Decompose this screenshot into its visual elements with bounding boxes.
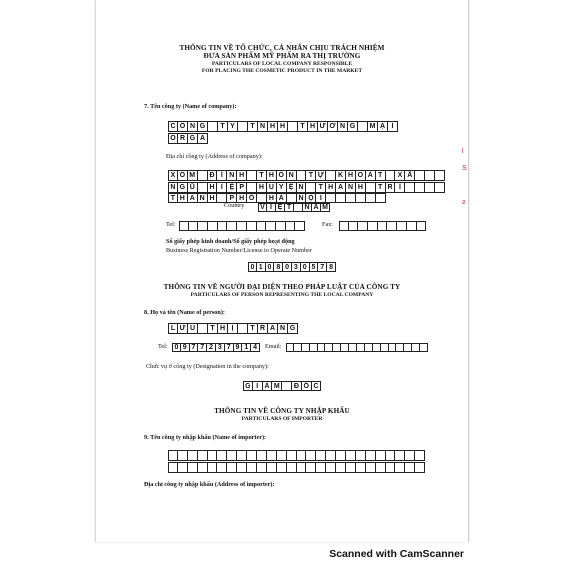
char-cell [387,221,397,231]
char-cell: 9 [234,343,243,352]
char-cell [397,221,407,231]
char-cell: M [368,121,378,132]
char-cell: 5 [310,262,319,272]
char-cell: Á [366,170,376,181]
fax-label: Fax: [322,221,334,228]
char-cell [358,121,368,132]
char-cell: 9 [181,343,190,352]
char-cell [336,450,346,461]
char-cell [341,343,349,352]
char-cell: 0 [283,262,292,272]
char-cell [277,462,287,473]
rep-tel-label: Tel: [158,343,168,350]
char-cell [357,343,365,352]
char-cell [287,193,297,203]
char-cell [316,450,326,461]
char-cell [306,462,316,473]
char-cell: H [267,193,277,203]
char-cell: I [217,182,227,193]
char-cell [208,121,218,132]
company-name-row2 [168,133,208,144]
char-cell [396,343,404,352]
char-cell [336,462,346,473]
char-cell [198,462,208,473]
char-cell: Ộ [306,193,316,203]
document-page [95,0,469,542]
char-cell: Đ [208,170,218,181]
char-cell: T [257,170,267,181]
char-cell: N [188,121,198,132]
char-cell [346,450,356,461]
char-cell: H [267,170,277,181]
char-cell: H [237,193,247,203]
char-cell: H [278,121,288,132]
char-cell [297,462,307,473]
char-cell [326,450,336,461]
license-number-field [248,262,336,272]
designation-label: Chức vụ ở công ty (Designation in the company): [146,363,269,370]
char-cell [247,450,257,461]
char-cell [306,450,316,461]
char-cell [415,182,425,193]
importer-name-row1 [168,450,425,461]
char-cell: U [188,323,198,334]
license-label-vn: Số giấy phép kinh doanh/Số giấy phép hoạt động [166,238,295,245]
char-cell: 0 [301,262,310,272]
rep-email-field [286,343,428,352]
char-cell [295,221,305,231]
char-cell [346,193,356,203]
char-cell: N [287,170,297,181]
company-fax-field [339,221,426,231]
char-cell: A [188,193,198,203]
char-cell [286,221,296,231]
char-cell: 8 [274,262,283,272]
char-cell: A [312,203,321,212]
char-cell: R [258,323,268,334]
char-cell [417,221,427,231]
char-cell: 7 [318,262,327,272]
char-cell: Ạ [378,121,388,132]
char-cell [257,462,267,473]
char-cell: H [208,182,218,193]
char-cell: T [316,182,326,193]
char-cell: T [298,121,308,132]
char-cell [376,462,386,473]
char-cell [208,450,218,461]
char-cell: 3 [216,343,225,352]
char-cell [188,462,198,473]
char-cell [188,450,198,461]
char-cell [405,462,415,473]
char-cell [339,221,349,231]
camscanner-watermark: Scanned with CamScanner [329,548,464,560]
char-cell [386,450,396,461]
char-cell [238,323,248,334]
char-cell: 1 [257,262,266,272]
company-address-label: Địa chỉ công ty (Address of company): [166,153,263,160]
rep-name-label: 8. Họ và tên (Name of person): [144,309,225,316]
char-cell: Đ [292,381,302,391]
char-cell [389,343,397,352]
char-cell: G [188,133,198,144]
char-cell: H [326,182,336,193]
char-cell: 3 [292,262,301,272]
char-cell [217,450,227,461]
tel-label: Tel: [166,221,176,228]
char-cell [415,170,425,181]
importer-title-vn: THÔNG TIN VỀ CÔNG TY NHẬP KHẨU [214,407,350,415]
char-cell: G [348,121,358,132]
char-cell [326,193,336,203]
char-cell [405,450,415,461]
title-en-line2: FOR PLACING THE COSMETIC PRODUCT IN THE MARKET [201,68,363,74]
char-cell: P [237,182,247,193]
char-cell [257,193,267,203]
char-cell: X [168,170,178,181]
char-cell [405,182,415,193]
char-cell: T [168,193,178,203]
char-cell: H [346,170,356,181]
title-vn-line1: THÔNG TIN VỀ TỔ CHỨC, CÁ NHÂN CHỊU TRÁCH NHIỆM [179,44,385,52]
char-cell: Ị [228,323,238,334]
char-cell: Ã [405,170,415,181]
char-cell [412,343,420,352]
char-cell [266,221,276,231]
stamp-mark-1: Ɩ [462,148,464,155]
importer-title-en: PARTICULARS OF IMPORTER [241,416,323,422]
char-cell [366,193,376,203]
char-cell [178,450,188,461]
char-cell: N [346,182,356,193]
char-cell [415,450,425,461]
char-cell: 0 [266,262,275,272]
char-cell: R [386,182,396,193]
char-cell [288,121,298,132]
char-cell: H [237,170,247,181]
char-cell [420,343,428,352]
char-cell: N [198,193,208,203]
char-cell [218,221,228,231]
char-cell: G [178,182,188,193]
char-cell [257,221,267,231]
char-cell [366,462,376,473]
char-cell [310,343,318,352]
char-cell: M [188,170,198,181]
char-cell: A [268,323,278,334]
char-cell [276,221,286,231]
char-cell [376,450,386,461]
char-cell [198,323,208,334]
char-cell [386,170,396,181]
char-cell [282,381,292,391]
char-cell: T [376,170,386,181]
char-cell: T [248,121,258,132]
char-cell: N [303,203,312,212]
char-cell [238,121,248,132]
char-cell: H [268,121,278,132]
char-cell [294,343,302,352]
company-address-row3 [168,193,386,203]
char-cell [227,462,237,473]
char-cell: L [168,323,178,334]
char-cell: Ũ [188,182,198,193]
char-cell [326,170,336,181]
char-cell [198,221,208,231]
char-cell [237,462,247,473]
char-cell: M [321,203,330,212]
char-cell: Y [228,121,238,132]
char-cell: 7 [225,343,234,352]
char-cell [189,221,199,231]
char-cell [435,170,445,181]
char-cell [267,450,277,461]
char-cell [287,450,297,461]
char-cell: I [253,381,263,391]
char-cell [297,170,307,181]
char-cell [356,462,366,473]
char-cell [395,462,405,473]
char-cell [366,450,376,461]
char-cell [368,221,378,231]
char-cell [356,450,366,461]
char-cell: O [168,133,178,144]
char-cell: Ì [395,182,405,193]
rep-email-label: Email: [265,343,282,350]
char-cell: Ệ [287,182,297,193]
company-tel-field [179,221,305,231]
char-cell: Ơ [328,121,338,132]
char-cell [198,182,208,193]
char-cell [378,221,388,231]
char-cell: Ô [277,170,287,181]
char-cell: Ư [178,323,188,334]
char-cell [247,221,257,231]
char-cell: 8 [327,262,336,272]
char-cell [168,462,178,473]
char-cell: V [258,203,267,212]
char-cell [302,343,310,352]
company-name-row1 [168,121,398,132]
char-cell: G [288,323,298,334]
char-cell: R [178,133,188,144]
char-cell [425,170,435,181]
char-cell: H [308,121,318,132]
char-cell: N [258,121,268,132]
char-cell: N [278,323,288,334]
char-cell: C [168,121,178,132]
char-cell [168,450,178,461]
rep-title-en: PARTICULARS OF PERSON REPRESENTING THE LOCAL COMPANY [190,292,374,298]
importer-name-row2 [168,462,425,473]
char-cell: Ệ [227,182,237,193]
char-cell: G [198,121,208,132]
char-cell: H [178,193,188,203]
char-cell: 0 [172,343,181,352]
char-cell: T [218,121,228,132]
char-cell: C [312,381,322,391]
char-cell: N [297,193,307,203]
char-cell [257,450,267,461]
importer-address-label: Địa chỉ công ty nhập khẩu (Address of importer): [144,481,275,488]
char-cell: Ô [178,121,188,132]
char-cell [318,343,326,352]
char-cell: T [208,323,218,334]
char-cell: H [218,323,228,334]
char-cell [208,221,218,231]
char-cell [247,170,257,181]
char-cell: 4 [251,343,260,352]
char-cell: Ì [217,170,227,181]
char-cell: N [227,170,237,181]
char-cell: N [338,121,348,132]
char-cell: A [336,182,346,193]
char-cell: Ư [318,121,328,132]
char-cell: K [336,170,346,181]
char-cell: N [168,182,178,193]
char-cell [237,221,247,231]
company-address-row1 [168,170,445,181]
char-cell [356,193,366,203]
char-cell: O [356,170,366,181]
char-cell [435,182,445,193]
rep-title-vn: THÔNG TIN VỀ NGƯỜI ĐẠI DIỆN THEO PHÁP LUẬT CỦA CÔNG TY [163,283,401,291]
char-cell [306,182,316,193]
char-cell [247,182,257,193]
char-cell [178,462,188,473]
stamp-mark-3: ƨ [462,199,466,206]
char-cell [325,343,333,352]
char-cell: T [376,182,386,193]
char-cell [404,343,412,352]
char-cell: Ệ [276,203,285,212]
char-cell: T [248,323,258,334]
char-cell [179,221,189,231]
rep-name-field [168,323,298,334]
char-cell [237,450,247,461]
license-label-en: Business Registration Number/License to Operate Number [166,247,312,254]
char-cell: 7 [198,343,207,352]
char-cell: U [267,182,277,193]
char-cell [208,462,218,473]
char-cell [277,450,287,461]
char-cell: I [388,121,398,132]
designation-field [243,381,321,391]
char-cell [366,182,376,193]
char-cell [386,462,396,473]
importer-name-label: 9. Tên công ty nhập khẩu (Name of importer): [144,434,267,441]
char-cell [286,343,294,352]
company-address-row2 [168,182,445,193]
char-cell [407,221,417,231]
char-cell: H [356,182,366,193]
char-cell [395,450,405,461]
char-cell: 0 [248,262,257,272]
char-cell: I [316,193,326,203]
char-cell [227,450,237,461]
char-cell: À [277,193,287,203]
char-cell: Y [277,182,287,193]
char-cell: P [227,193,237,203]
char-cell [415,462,425,473]
stamp-mark-2: S [462,165,467,172]
char-cell [316,462,326,473]
char-cell: N [297,182,307,193]
char-cell [333,343,341,352]
country-label: Country [224,202,245,209]
title-vn-line2: ĐƯA SẢN PHẨM MỸ PHẨM RA THỊ TRƯỜNG [203,52,361,60]
char-cell [287,462,297,473]
char-cell [365,343,373,352]
char-cell: T [285,203,294,212]
char-cell: H [257,182,267,193]
char-cell [326,462,336,473]
rep-tel-field [172,343,260,352]
char-cell [381,343,389,352]
char-cell [247,462,257,473]
char-cell [198,170,208,181]
char-cell [297,450,307,461]
char-cell: 1 [242,343,251,352]
char-cell: X [395,170,405,181]
char-cell [425,182,435,193]
char-cell [294,203,303,212]
char-cell: Ó [178,170,188,181]
country-field [258,203,330,212]
char-cell [267,462,277,473]
char-cell: 2 [207,343,216,352]
char-cell [227,221,237,231]
char-cell: G [243,381,253,391]
char-cell [358,221,368,231]
char-cell: Ố [247,193,257,203]
char-cell [346,462,356,473]
char-cell: 7 [190,343,199,352]
char-cell [376,193,386,203]
char-cell [373,343,381,352]
char-cell: Ự [316,170,326,181]
char-cell: Á [263,381,273,391]
char-cell [349,343,357,352]
char-cell: A [198,133,208,144]
char-cell [198,450,208,461]
char-cell: H [208,193,218,203]
char-cell [336,193,346,203]
char-cell [217,462,227,473]
company-name-label: 7. Tên công ty (Name of company): [144,103,237,110]
char-cell: Ố [302,381,312,391]
char-cell: M [272,381,282,391]
char-cell: T [306,170,316,181]
title-en-line1: PARTICULARS OF LOCAL COMPANY RESPONSIBLE [211,61,353,67]
char-cell [349,221,359,231]
char-cell: I [267,203,276,212]
